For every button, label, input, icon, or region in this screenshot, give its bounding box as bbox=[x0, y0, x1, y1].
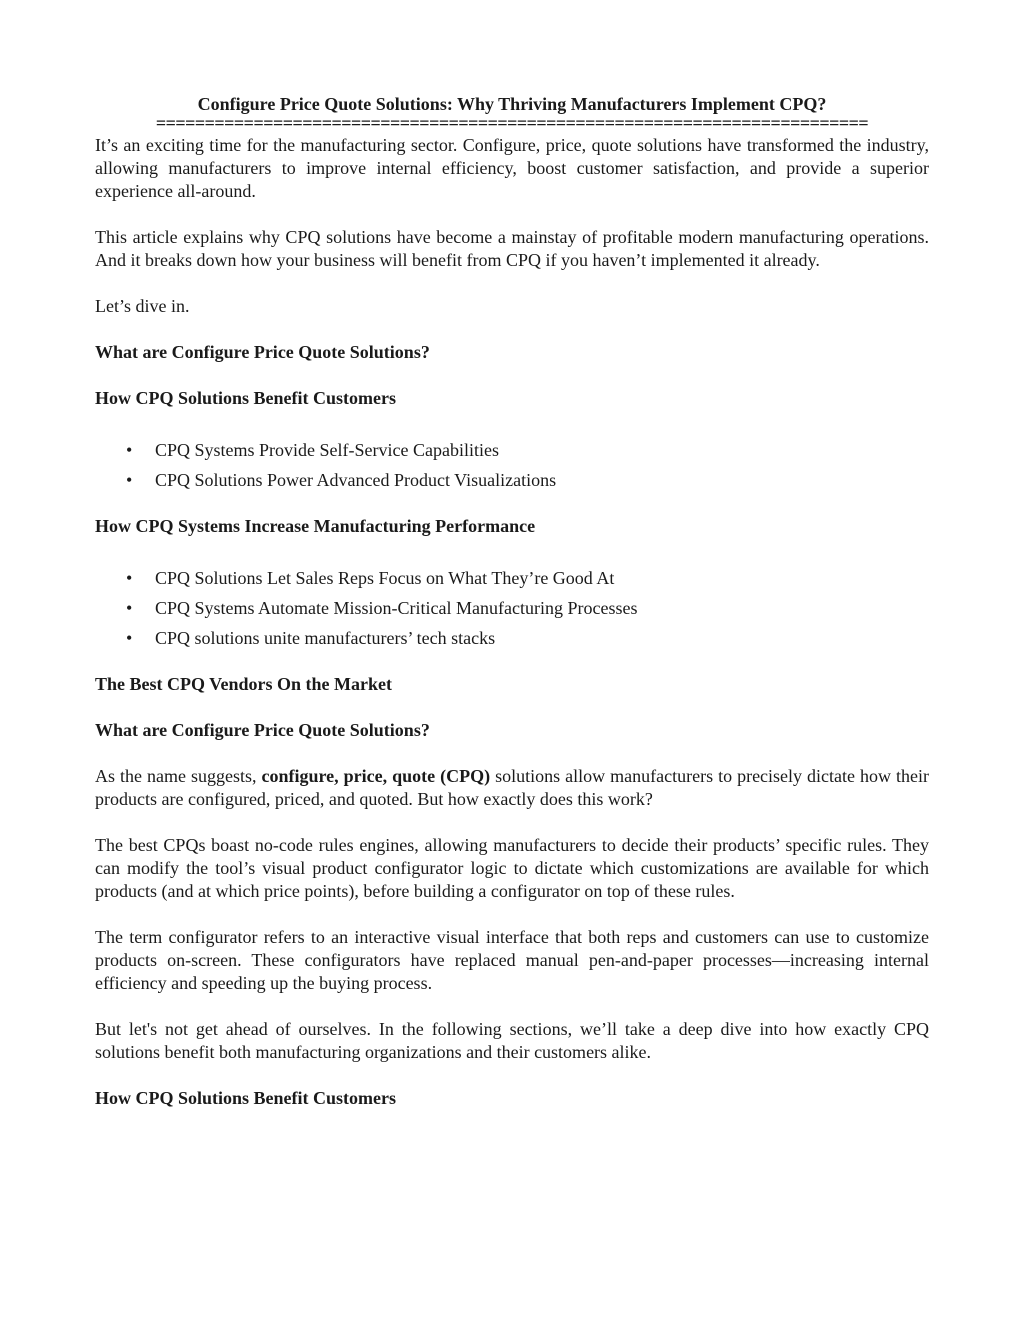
document-page bbox=[95, 93, 929, 1133]
bullet-icon: • bbox=[126, 440, 133, 460]
document-title: Configure Price Quote Solutions: Why Thriving Manufacturers Implement CPQ? bbox=[197, 94, 827, 114]
list-item bbox=[95, 567, 929, 590]
toc-heading-manufacturing-performance: How CPQ Systems Increase Manufacturing Performance bbox=[95, 516, 536, 536]
section-heading-configure-price-quote: What are Configure Price Quote Solutions? bbox=[95, 720, 430, 740]
list-item bbox=[95, 627, 929, 650]
intro-paragraph-2: This article explains why CPQ solutions have become a mainstay of profitable modern manufacturing operations. And it breaks down how your business will benefit from CPQ if you haven’t implemented it already. bbox=[95, 227, 929, 270]
toc-heading-benefit-customers: How CPQ Solutions Benefit Customers bbox=[95, 388, 396, 408]
paragraph-text: solutions allow manufacturers to precisely dictate how their products are configured, priced, and quoted. But how exactly does this work? bbox=[95, 766, 929, 809]
list-item bbox=[95, 597, 929, 620]
section-1-paragraph-2: The best CPQs boast no-code rules engines, allowing manufacturers to decide their products’ specific rules. They can modify the tool’s visual product configurator logic to dictate which customizations are available for which products (and at which price points), before building a configurator on top of these rules. bbox=[95, 835, 929, 901]
cpq-bold-term: configure, price, quote (CPQ) bbox=[261, 766, 491, 786]
bullet-icon: • bbox=[126, 470, 133, 490]
list-item-text: CPQ Systems Automate Mission-Critical Manufacturing Processes bbox=[155, 598, 638, 618]
list-item-text: CPQ Solutions Let Sales Reps Focus on What They’re Good At bbox=[155, 568, 615, 588]
intro-paragraph-1: It’s an exciting time for the manufacturing sector. Configure, price, quote solutions have transformed the industry, allowing manufacturers to improve internal efficiency, boost customer satisfaction, and provide a superior experience all-around. bbox=[95, 135, 929, 201]
section-1-paragraph-1 bbox=[95, 765, 929, 811]
list-item-text: CPQ solutions unite manufacturers’ tech stacks bbox=[155, 628, 496, 648]
toc-list-performance bbox=[95, 567, 929, 650]
section-1-paragraph-3: The term configurator refers to an interactive visual interface that both reps and customers can use to customize products on-screen. These configurators have replaced manual pen-and-paper processes—increasing internal efficiency and speeding up the buying process. bbox=[95, 927, 929, 993]
list-item bbox=[95, 439, 929, 462]
bullet-icon: • bbox=[126, 628, 133, 648]
toc-list-customers bbox=[95, 439, 929, 492]
bullet-icon: • bbox=[126, 568, 133, 588]
paragraph-text: As the name suggests, bbox=[95, 766, 262, 786]
toc-heading-best-vendors: The Best CPQ Vendors On the Market bbox=[95, 674, 392, 694]
list-item bbox=[95, 469, 929, 492]
section-1-paragraph-4: But let's not get ahead of ourselves. In the following sections, we’ll take a deep dive into how exactly CPQ solutions benefit both manufacturing organizations and their customers alike. bbox=[95, 1019, 929, 1062]
intro-paragraph-3: Let’s dive in. bbox=[95, 296, 190, 316]
section-heading-benefit-customers: How CPQ Solutions Benefit Customers bbox=[95, 1088, 396, 1108]
toc-heading-configure-price-quote: What are Configure Price Quote Solutions? bbox=[95, 342, 430, 362]
list-item-text: CPQ Solutions Power Advanced Product Visualizations bbox=[155, 470, 557, 490]
bullet-icon: • bbox=[126, 598, 133, 618]
title-underline-rule: ========================================================================= bbox=[155, 116, 869, 132]
list-item-text: CPQ Systems Provide Self-Service Capabilities bbox=[155, 440, 499, 460]
